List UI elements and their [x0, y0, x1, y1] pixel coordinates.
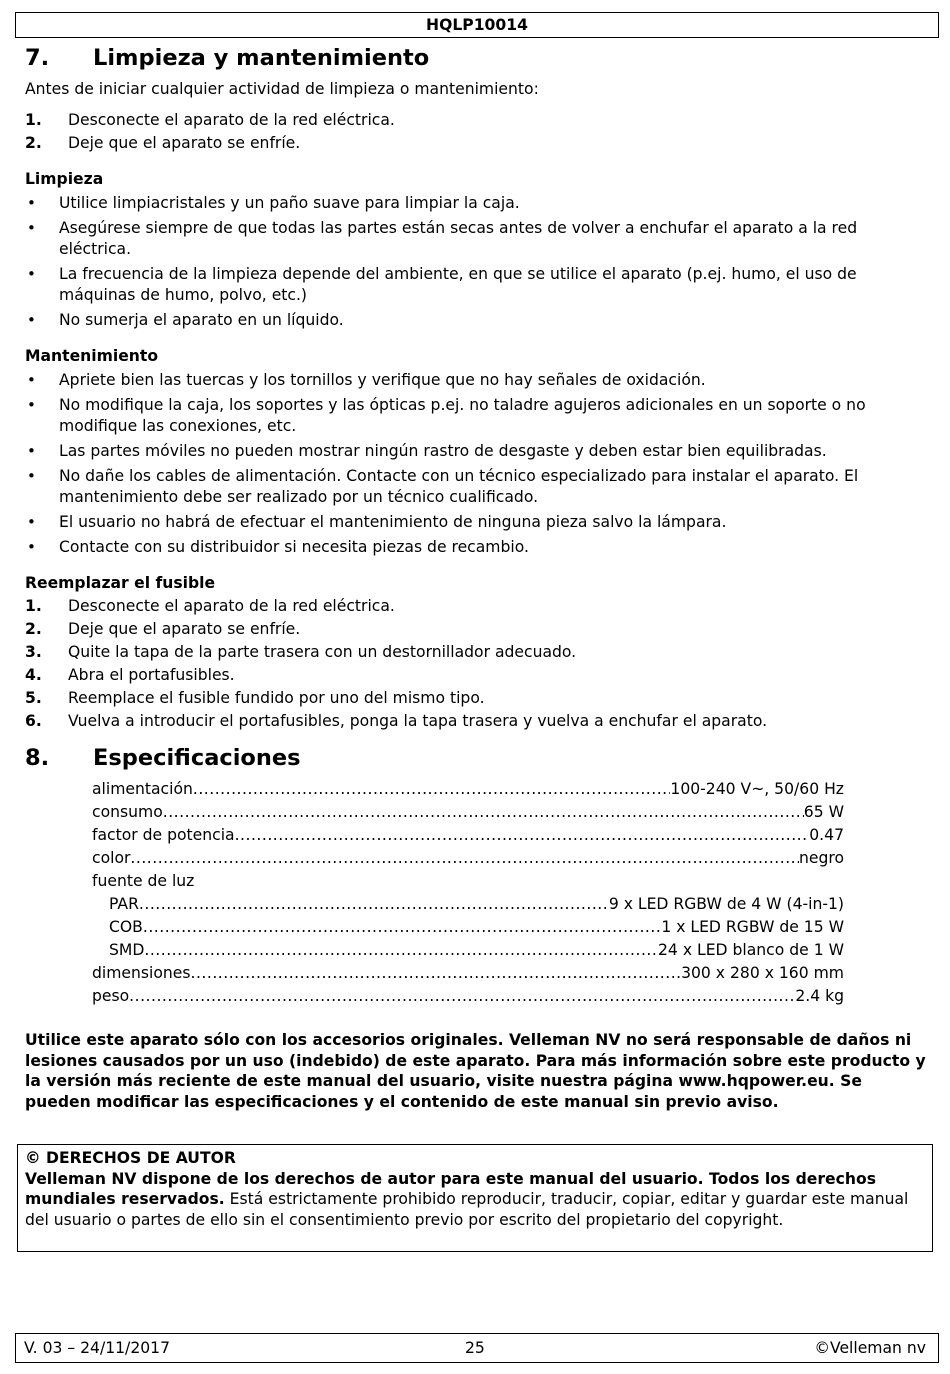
bullet: • [27, 219, 36, 237]
list-item [25, 133, 930, 156]
dot-leader [163, 802, 804, 823]
list-item [25, 596, 930, 619]
section-number: 7. [25, 45, 50, 71]
spec-label: SMD [109, 941, 145, 959]
item-text: Contacte con su distribuidor si necesita piezas de recambio. [59, 538, 529, 556]
spec-row [92, 917, 844, 940]
dot-leader [144, 940, 658, 961]
step-text: Vuelva a introducir el portafusibles, ponga la tapa trasera y vuelva a enchufar el aparato. [68, 712, 768, 730]
list-item [25, 466, 930, 508]
spec-row [92, 894, 844, 917]
list-item [25, 512, 930, 533]
step-number: 4. [25, 666, 42, 684]
step-number: 2. [25, 620, 42, 638]
section-title: Especificaciones [93, 745, 301, 771]
step-text: Reemplace el fusible fundido por uno del mismo tipo. [68, 689, 485, 707]
maintenance-heading: Mantenimiento [25, 347, 159, 365]
step-text: Desconecte el aparato de la red eléctrica. [68, 111, 395, 129]
step-text: Abra el portafusibles. [68, 666, 235, 684]
spec-label: color [92, 849, 131, 867]
bullet: • [27, 396, 36, 414]
list-item [25, 537, 930, 558]
list-item [25, 711, 930, 734]
intro-paragraph: Antes de iniciar cualquier actividad de limpieza o mantenimiento: [25, 80, 539, 98]
list-item [25, 619, 930, 642]
list-item [25, 310, 930, 331]
dot-leader [130, 848, 799, 869]
spec-row [92, 871, 844, 894]
copyright-text: Está estrictamente prohibido reproducir, traducir, copiar, editar y guardar este manual del usuario o partes de ello sin el consentimiento previo por escrito del propietario del copyright. [25, 1190, 909, 1229]
step-number: 1. [25, 597, 42, 615]
step-number: 3. [25, 643, 42, 661]
item-text: Utilice limpiacristales y un paño suave para limpiar la caja. [59, 194, 520, 212]
brand-copyright: ©Velleman nv [814, 1339, 926, 1357]
spec-row [92, 963, 844, 986]
step-text: Quite la tapa de la parte trasera con un destornillador adecuado. [68, 643, 577, 661]
step-number: 5. [25, 689, 42, 707]
spec-value: 24 x LED blanco de 1 W [658, 941, 844, 959]
spec-label: fuente de luz [92, 872, 195, 890]
item-text: No modifique la caja, los soportes y las ópticas p.ej. no taladre agujeros adicionales en un soporte o no modifique las conexiones, etc. [59, 396, 866, 435]
section-7-heading [25, 44, 429, 72]
bullet: • [27, 442, 36, 460]
dot-leader [139, 894, 609, 915]
section-number: 8. [25, 745, 50, 771]
specifications-table [92, 779, 844, 1009]
spec-label: factor de potencia [92, 826, 235, 844]
dot-leader [193, 779, 671, 800]
item-text: La frecuencia de la limpieza depende del ambiente, en que se utilice el aparato (p.ej. humo, el uso de máquinas de humo, polvo, etc.) [59, 265, 857, 304]
spec-value: 65 W [803, 803, 844, 821]
item-text: Apriete bien las tuercas y los tornillos y verifique que no hay señales de oxidación. [59, 371, 706, 389]
spec-label: dimensiones [92, 964, 191, 982]
fuse-steps [25, 596, 930, 734]
spec-value: 2.4 kg [795, 987, 844, 1005]
spec-row [92, 802, 844, 825]
spec-value: 300 x 280 x 160 mm [681, 964, 844, 982]
step-number: 2. [25, 134, 42, 152]
dot-leader [143, 917, 661, 938]
model-code: HQLP10014 [426, 16, 528, 34]
spec-row [92, 825, 844, 848]
cleaning-list [25, 193, 930, 335]
usage-notice: Utilice este aparato sólo con los accesorios originales. Velleman NV no será responsable de daños ni lesiones causados por un uso (indebido) de este aparato. Para más información sobre este producto y la versión más reciente de este manual del usuario, visite nuestra página www.hqpower.eu. Se pueden modificar las especificaciones y el contenido de este manual sin previo aviso. [25, 1031, 926, 1111]
document-header [15, 12, 939, 38]
section-8-heading [25, 744, 301, 772]
list-item [25, 370, 930, 391]
bullet: • [27, 538, 36, 556]
bullet: • [27, 513, 36, 531]
maintenance-list [25, 370, 930, 562]
document-footer [15, 1333, 939, 1363]
spec-row [92, 848, 844, 871]
spec-value: 0.47 [809, 826, 844, 844]
dot-leader [191, 963, 682, 984]
dot-leader [235, 825, 810, 846]
spec-row [92, 940, 844, 963]
spec-label: COB [109, 918, 143, 936]
cleaning-heading: Limpieza [25, 170, 104, 188]
preparation-steps [25, 110, 930, 156]
list-item [25, 642, 930, 665]
list-item [25, 264, 930, 306]
list-item [25, 193, 930, 214]
copyright-bold-text: Velleman NV dispone de los derechos de autor para este manual del usuario. Todos los derechos mundiales reservados. [25, 1169, 876, 1208]
spec-label: PAR [109, 895, 139, 913]
list-item [25, 441, 930, 462]
spec-value: 1 x LED RGBW de 15 W [661, 918, 844, 936]
list-item [25, 688, 930, 711]
spec-value: 100-240 V~, 50/60 Hz [670, 780, 844, 798]
list-item [25, 395, 930, 437]
copyright-box [17, 1144, 933, 1252]
spec-label: alimentación [92, 780, 193, 798]
list-item [25, 218, 930, 260]
dot-leader [129, 986, 795, 1007]
page-number: 25 [465, 1339, 485, 1357]
spec-label: consumo [92, 803, 163, 821]
item-text: No dañe los cables de alimentación. Contacte con un técnico especializado para instalar el aparato. El mantenimiento debe ser realizado por un técnico cualificado. [59, 467, 859, 506]
step-number: 1. [25, 111, 42, 129]
step-text: Deje que el aparato se enfríe. [68, 620, 301, 638]
item-text: Asegúrese siempre de que todas las partes están secas antes de volver a enchufar el aparato a la red eléctrica. [59, 219, 858, 258]
bullet: • [27, 467, 36, 485]
spec-value: 9 x LED RGBW de 4 W (4-in-1) [608, 895, 844, 913]
list-item [25, 110, 930, 133]
item-text: No sumerja el aparato en un líquido. [59, 311, 344, 329]
bullet: • [27, 311, 36, 329]
fuse-heading: Reemplazar el fusible [25, 574, 216, 592]
bullet: • [27, 265, 36, 283]
version-date: V. 03 – 24/11/2017 [24, 1339, 171, 1357]
step-text: Deje que el aparato se enfríe. [68, 134, 301, 152]
step-number: 6. [25, 712, 42, 730]
spec-row [92, 986, 844, 1009]
section-title: Limpieza y mantenimiento [93, 45, 430, 71]
copyright-body [25, 1169, 925, 1231]
spec-row [92, 779, 844, 802]
copyright-title: © DERECHOS DE AUTOR [25, 1149, 236, 1167]
list-item [25, 665, 930, 688]
bullet: • [27, 371, 36, 389]
item-text: El usuario no habrá de efectuar el mantenimiento de ninguna pieza salvo la lámpara. [59, 513, 727, 531]
spec-label: peso [92, 987, 130, 1005]
bullet: • [27, 194, 36, 212]
spec-value: negro [799, 849, 844, 867]
item-text: Las partes móviles no pueden mostrar ningún rastro de desgaste y deben estar bien equilibradas. [59, 442, 827, 460]
step-text: Desconecte el aparato de la red eléctrica. [68, 597, 395, 615]
